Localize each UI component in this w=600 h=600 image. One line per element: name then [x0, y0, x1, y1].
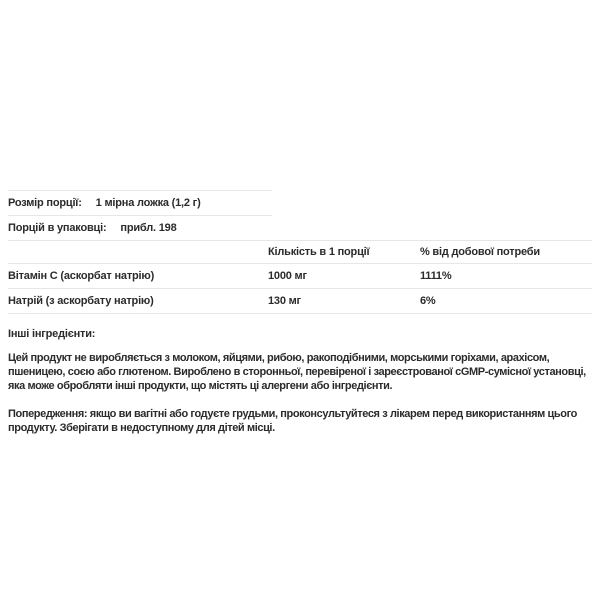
nutrient-daily-value: 1111% [420, 270, 452, 282]
servings-per-container-row [8, 215, 272, 240]
serving-size-value: 1 мірна ложка (1,2 г) [95, 197, 201, 209]
nutrient-table [8, 240, 592, 314]
servings-per-container-value: прибл. 198 [120, 222, 177, 234]
nutrient-amount: 130 мг [268, 295, 301, 307]
nutrient-daily-value: 6% [420, 295, 436, 307]
nutrient-table-header-row [8, 241, 592, 264]
warning-statement: Попередження: якщо ви вагітні або годуєте грудьми, проконсультуйтеся з лікарем перед використанням цього продукту. Зберігати в недоступному для дітей місці. [8, 408, 577, 434]
allergen-statement: Цей продукт не виробляється з молоком, яйцями, рибою, ракоподібними, морськими горіхами, арахісом, пшеницею, соєю або глютеном. Вироблено в сторонньої, перевіреної і зареєстрованої cGMP-сумісної установці, яка може обробляти інші продукти, що містять ці алергени або інгредієнти. [8, 352, 586, 392]
amount-per-serving-header: Кількість в 1 порції [268, 246, 370, 258]
table-row [8, 264, 592, 289]
daily-value-header: % від добової потреби [420, 246, 540, 258]
other-ingredients-heading: Інші інгредієнти: [8, 328, 96, 340]
nutrient-name: Вітамін C (аскорбат натрію) [8, 270, 155, 282]
supplement-facts-panel [8, 190, 592, 435]
nutrient-amount: 1000 мг [268, 270, 307, 282]
nutrient-name: Натрій (з аскорбату натрію) [8, 295, 154, 307]
nutrient-header-empty [8, 246, 268, 258]
table-row [8, 289, 592, 314]
servings-per-container-label: Порцій в упаковці: [8, 222, 107, 234]
serving-size-row [8, 190, 272, 215]
serving-size-label: Розмір порції: [8, 197, 82, 209]
